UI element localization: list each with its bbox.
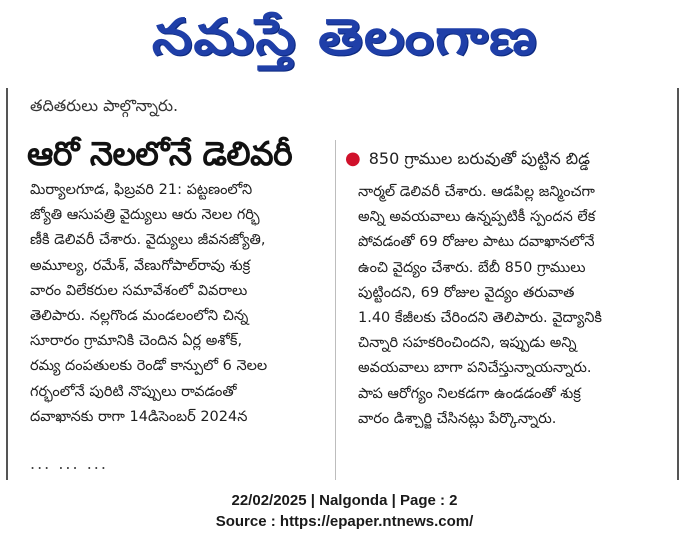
masthead-title: నమస్తే తెలంగాణ (151, 7, 538, 66)
right-border-rule (677, 88, 679, 480)
body-line: జ్యోతి ఆసుపత్రి వైద్యులు ఆరు నెలల గర్భి (30, 207, 260, 224)
clipping-footer (0, 490, 689, 532)
body-line: ఉంచి వైద్యం చేశారు. బేబీ 850 గ్రాములు (358, 259, 586, 276)
body-line: రమ్య దంపతులకు రెండో కాన్పులో 6 నెలల (30, 358, 268, 375)
column-divider (335, 140, 336, 480)
body-line: చిన్నారి సహకరించిందని, ఇప్పుడు అన్ని (358, 335, 577, 352)
left-border-rule (6, 88, 8, 480)
body-line: పోవడంతో 69 రోజుల పాటు దవాఖానలోనే (358, 234, 595, 251)
body-line: పుట్టిందని, 69 రోజుల వైద్యం తరువాత (358, 284, 575, 301)
subhead-text: 850 గ్రాముల బరువుతో పుట్టిన బిడ్డ (368, 149, 590, 168)
body-line: మిర్యాలగూడ, ఫిబ్రవరి 21: పట్టణంలోని (30, 182, 253, 198)
article-headline: ఆరో నెలలోనే డెలివరీ (27, 134, 293, 173)
cut-off-text-fragment: ... ... ... (30, 454, 108, 473)
body-line: అన్ని అవయవాలు ఉన్నప్పటికీ స్పందన లేక (358, 209, 596, 226)
body-line: అవయవాలు బాగా పనిచేస్తున్నాయన్నారు. (358, 360, 592, 377)
right-column (358, 180, 670, 432)
previous-article-fragment: తదితరులు పాల్గొన్నారు. (30, 96, 179, 115)
article-subhead (345, 148, 590, 172)
newspaper-masthead (0, 0, 689, 86)
body-line: వారం విలేకరుల సమావేశంలో వివరాలు (30, 282, 248, 299)
body-line: ణీకి డెలివరీ చేశారు. వైద్యులు జీవనజ్యోతి, (30, 232, 266, 249)
article-clipping (0, 88, 689, 480)
body-line: వారం డిశ్చార్జి చేసినట్లు పేర్కొన్నారు. (358, 410, 557, 427)
body-line: పాప ఆరోగ్యం నిలకడగా ఉండడంతో శుక్ర (358, 385, 581, 402)
body-line: గర్భంలోనే పురిటి నొప్పులు రావడంతో (30, 383, 237, 400)
left-column (30, 178, 330, 430)
body-line: దవాఖానకు రాగా 14డిసెంబర్ 2024న (30, 408, 248, 425)
body-line: అమూల్య, రమేశ్, వేణుగోపాల్‌రావు శుక్ర (30, 257, 251, 274)
body-line: సూరారం గ్రామానికి చెందిన ఏర్ల అశోక్, (30, 333, 243, 350)
body-line: నార్మల్ డెలివరీ చేశారు. ఆడపిల్ల జన్మించగా (358, 184, 595, 200)
body-line: తెలిపారు. నల్లగొండ మండలంలోని చిన్న (30, 308, 249, 325)
bullet-dot-icon: ● (345, 148, 361, 169)
body-line: 1.40 కేజీలకు చేరిందని తెలిపారు. వైద్యానికి (358, 310, 603, 327)
footer-source: Source : https://epaper.ntnews.com/ (215, 513, 474, 530)
footer-date-edition: 22/02/2025 | Nalgonda | Page : 2 (231, 492, 458, 509)
